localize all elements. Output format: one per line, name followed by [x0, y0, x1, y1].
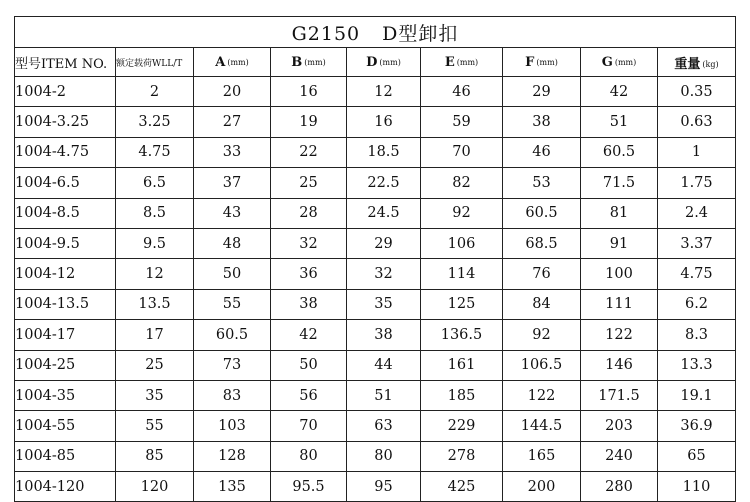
cell-g: 146 [581, 350, 658, 380]
cell-item-no: 1004-4.75 [15, 137, 116, 167]
cell-item-no: 1004-12 [15, 259, 116, 289]
cell-item-no: 1004-35 [15, 380, 116, 410]
cell-f: 144.5 [503, 411, 581, 441]
cell-e: 161 [421, 350, 503, 380]
cell-item-no: 1004-25 [15, 350, 116, 380]
cell-f: 60.5 [503, 198, 581, 228]
cell-g: 171.5 [581, 380, 658, 410]
cell-a: 60.5 [194, 320, 271, 350]
cell-f: 122 [503, 380, 581, 410]
cell-wll: 2 [116, 77, 194, 107]
cell-wll: 17 [116, 320, 194, 350]
cell-g: 100 [581, 259, 658, 289]
header-label: E [444, 54, 455, 70]
cell-weight: 4.75 [658, 259, 736, 289]
cell-wll: 35 [116, 380, 194, 410]
cell-item-no: 1004-17 [15, 320, 116, 350]
cell-a: 55 [194, 289, 271, 319]
cell-f: 92 [503, 320, 581, 350]
cell-e: 106 [421, 228, 503, 258]
cell-a: 83 [194, 380, 271, 410]
header-wll [116, 48, 194, 77]
header-unit: (mm) [536, 57, 558, 67]
cell-b: 28 [271, 198, 347, 228]
cell-weight: 2.4 [658, 198, 736, 228]
cell-f: 53 [503, 168, 581, 198]
header-unit: (mm) [379, 57, 401, 67]
table-row [15, 411, 736, 441]
cell-g: 111 [581, 289, 658, 319]
cell-f: 29 [503, 77, 581, 107]
cell-weight: 19.1 [658, 380, 736, 410]
cell-item-no: 1004-8.5 [15, 198, 116, 228]
cell-e: 425 [421, 472, 503, 502]
cell-a: 50 [194, 259, 271, 289]
cell-b: 80 [271, 441, 347, 471]
cell-item-no: 1004-13.5 [15, 289, 116, 319]
cell-e: 136.5 [421, 320, 503, 350]
cell-wll: 120 [116, 472, 194, 502]
cell-f: 165 [503, 441, 581, 471]
header-item-no [15, 48, 116, 77]
cell-weight: 110 [658, 472, 736, 502]
header-label: F [525, 54, 535, 70]
cell-item-no: 1004-9.5 [15, 228, 116, 258]
table-row [15, 441, 736, 471]
cell-f: 46 [503, 137, 581, 167]
cell-d: 63 [347, 411, 421, 441]
table-row [15, 198, 736, 228]
title-row [15, 17, 736, 48]
header-unit: (mm) [456, 57, 479, 67]
cell-e: 278 [421, 441, 503, 471]
cell-e: 114 [421, 259, 503, 289]
cell-a: 103 [194, 411, 271, 441]
cell-a: 48 [194, 228, 271, 258]
cell-item-no: 1004-120 [15, 472, 116, 502]
header-unit: (mm) [304, 57, 326, 67]
cell-e: 125 [421, 289, 503, 319]
cell-g: 122 [581, 320, 658, 350]
header-unit: (kg) [702, 59, 719, 69]
cell-a: 27 [194, 107, 271, 137]
cell-d: 12 [347, 77, 421, 107]
cell-wll: 6.5 [116, 168, 194, 198]
table-row [15, 228, 736, 258]
cell-e: 82 [421, 168, 503, 198]
cell-a: 135 [194, 472, 271, 502]
cell-f: 200 [503, 472, 581, 502]
cell-a: 73 [194, 350, 271, 380]
cell-d: 95 [347, 472, 421, 502]
cell-item-no: 1004-6.5 [15, 168, 116, 198]
cell-b: 50 [271, 350, 347, 380]
table-row [15, 350, 736, 380]
cell-e: 46 [421, 77, 503, 107]
header-unit: (mm) [614, 57, 637, 67]
cell-a: 37 [194, 168, 271, 198]
cell-g: 240 [581, 441, 658, 471]
table-title [15, 17, 736, 48]
header-f [503, 48, 581, 77]
cell-wll: 13.5 [116, 289, 194, 319]
header-label: 额定载荷WLL/T [116, 58, 183, 69]
table-row [15, 289, 736, 319]
table-row [15, 380, 736, 410]
cell-f: 84 [503, 289, 581, 319]
cell-weight: 13.3 [658, 350, 736, 380]
header-weight [658, 48, 736, 77]
cell-wll: 12 [116, 259, 194, 289]
cell-f: 38 [503, 107, 581, 137]
cell-item-no: 1004-55 [15, 411, 116, 441]
table-row [15, 137, 736, 167]
cell-weight: 36.9 [658, 411, 736, 441]
table-body [15, 77, 736, 502]
cell-f: 106.5 [503, 350, 581, 380]
cell-a: 33 [194, 137, 271, 167]
cell-wll: 55 [116, 411, 194, 441]
cell-item-no: 1004-3.25 [15, 107, 116, 137]
cell-d: 38 [347, 320, 421, 350]
table-row [15, 472, 736, 502]
model-code: G2150 [291, 22, 361, 45]
header-label: G [601, 54, 613, 70]
cell-g: 280 [581, 472, 658, 502]
cell-a: 20 [194, 77, 271, 107]
cell-b: 22 [271, 137, 347, 167]
cell-g: 91 [581, 228, 658, 258]
cell-e: 229 [421, 411, 503, 441]
cell-weight: 1.75 [658, 168, 736, 198]
cell-weight: 0.63 [658, 107, 736, 137]
cell-d: 35 [347, 289, 421, 319]
cell-item-no: 1004-2 [15, 77, 116, 107]
cell-wll: 25 [116, 350, 194, 380]
cell-d: 18.5 [347, 137, 421, 167]
header-a [194, 48, 271, 77]
cell-b: 16 [271, 77, 347, 107]
table-row [15, 107, 736, 137]
cell-wll: 4.75 [116, 137, 194, 167]
cell-b: 36 [271, 259, 347, 289]
cell-a: 43 [194, 198, 271, 228]
cell-d: 32 [347, 259, 421, 289]
cell-e: 59 [421, 107, 503, 137]
cell-weight: 65 [658, 441, 736, 471]
cell-e: 92 [421, 198, 503, 228]
cell-g: 203 [581, 411, 658, 441]
cell-b: 32 [271, 228, 347, 258]
table-row [15, 320, 736, 350]
cell-g: 81 [581, 198, 658, 228]
header-row [15, 48, 736, 77]
cell-weight: 0.35 [658, 77, 736, 107]
cell-d: 16 [347, 107, 421, 137]
cell-d: 44 [347, 350, 421, 380]
cell-e: 70 [421, 137, 503, 167]
header-b [271, 48, 347, 77]
header-label: 重量 [674, 56, 701, 72]
cell-b: 25 [271, 168, 347, 198]
header-d [347, 48, 421, 77]
cell-wll: 3.25 [116, 107, 194, 137]
cell-e: 185 [421, 380, 503, 410]
cell-d: 22.5 [347, 168, 421, 198]
table-row [15, 168, 736, 198]
header-unit: (mm) [227, 57, 249, 67]
cell-d: 51 [347, 380, 421, 410]
spec-table [14, 16, 736, 502]
cell-b: 38 [271, 289, 347, 319]
cell-b: 42 [271, 320, 347, 350]
cell-d: 24.5 [347, 198, 421, 228]
cell-d: 29 [347, 228, 421, 258]
cell-f: 76 [503, 259, 581, 289]
cell-d: 80 [347, 441, 421, 471]
cell-f: 68.5 [503, 228, 581, 258]
header-e [421, 48, 503, 77]
cell-weight: 8.3 [658, 320, 736, 350]
cell-g: 71.5 [581, 168, 658, 198]
header-label: D [366, 54, 378, 70]
cell-b: 56 [271, 380, 347, 410]
cell-g: 42 [581, 77, 658, 107]
cell-a: 128 [194, 441, 271, 471]
header-label: 型号ITEM NO. [15, 56, 108, 72]
header-label: A [215, 54, 226, 70]
cell-wll: 85 [116, 441, 194, 471]
header-label: B [291, 54, 303, 70]
header-g [581, 48, 658, 77]
cell-b: 19 [271, 107, 347, 137]
cell-item-no: 1004-85 [15, 441, 116, 471]
cell-wll: 8.5 [116, 198, 194, 228]
cell-g: 60.5 [581, 137, 658, 167]
cell-b: 70 [271, 411, 347, 441]
table-row [15, 77, 736, 107]
cell-weight: 6.2 [658, 289, 736, 319]
cell-weight: 1 [658, 137, 736, 167]
cell-b: 95.5 [271, 472, 347, 502]
cell-weight: 3.37 [658, 228, 736, 258]
table-row [15, 259, 736, 289]
cell-g: 51 [581, 107, 658, 137]
cell-wll: 9.5 [116, 228, 194, 258]
product-name: D型卸扣 [382, 22, 459, 45]
